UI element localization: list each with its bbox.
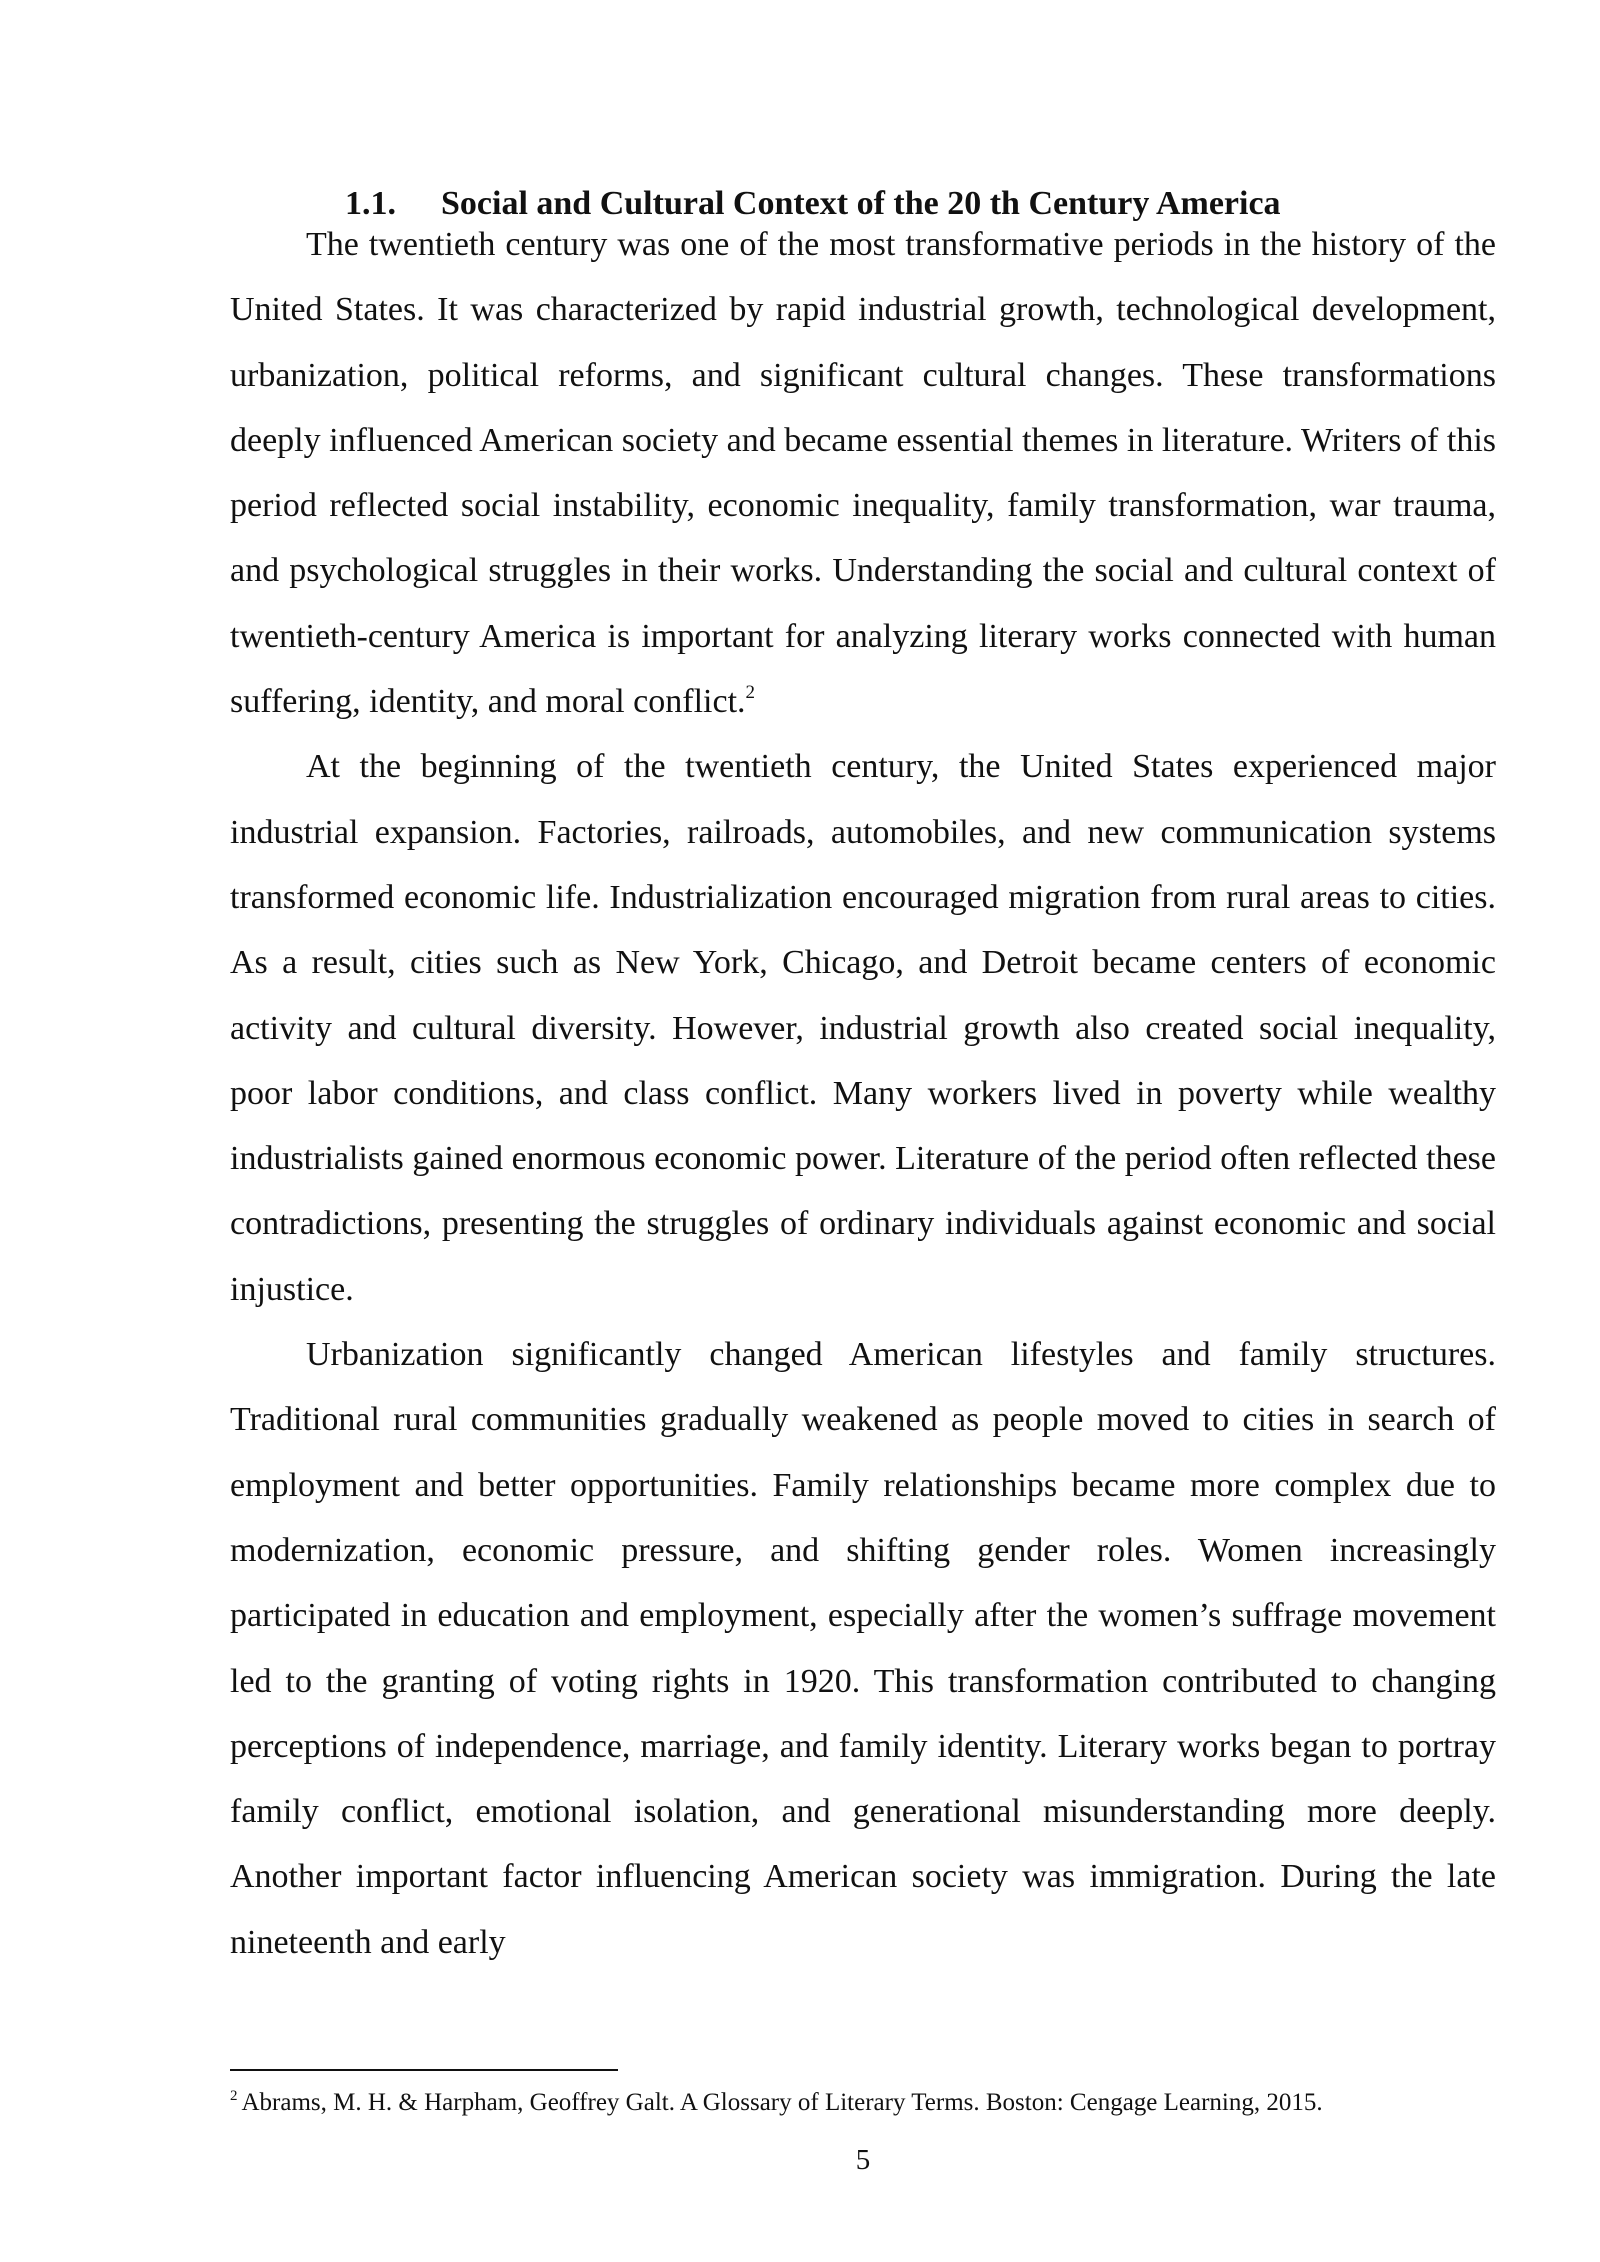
section-number: 1.1. — [345, 185, 396, 223]
paragraph-2-text: At the beginning of the twentieth century, the United States experienced major industrial expansion. Factories, railroads, automobiles, and new communication systems transformed economic life. Industrialization encouraged migration from rural areas to cities. As a result, cities such as New York, Chicago, and Detroit became centers of economic activity and cultural diversity. However, industrial growth also created social inequality, poor labor conditions, and class conflict. Many workers lived in poverty while wealthy industrialists gained enormous economic power. Literature of the period often reflected these contradictions, presenting the struggles of ordinary individuals against economic and social injustice. — [230, 748, 1496, 1308]
section-title: Social and Cultural Context of the 20 th Century America — [441, 185, 1281, 223]
paragraph-2 — [230, 734, 1496, 1322]
footnote-marker: 2 — [230, 2088, 238, 2104]
footnote-text: Abrams, M. H. & Harpham, Geoffrey Galt. A Glossary of Literary Terms. Boston: Cengage Learning, 2015. — [241, 2089, 1323, 2116]
footnote-separator — [230, 2069, 618, 2071]
paragraph-3 — [230, 1322, 1496, 1975]
page-number: 5 — [855, 2144, 871, 2176]
footnote — [230, 2086, 1323, 2120]
paragraph-1-text: The twentieth century was one of the most transformative periods in the history of the United States. It was characterized by rapid industrial growth, technological development, urbanization, political reforms, and significant cultural changes. These transformations deeply influenced American society and became essential themes in literature. Writers of this period reflected social instability, economic inequality, family transformation, war trauma, and psychological struggles in their works. Understanding the social and cultural context of twentieth-century America is important for analyzing literary works connected with human suffering, identity, and moral conflict. — [230, 226, 1496, 721]
footnote-reference[interactable]: 2 — [745, 682, 756, 704]
paragraph-1 — [230, 212, 1496, 734]
body-text — [230, 212, 1496, 1975]
paragraph-3-text: Urbanization significantly changed American lifestyles and family structures. Traditional rural communities gradually weakened as people moved to cities in search of employment and better opportunities. Family relationships became more complex due to modernization, economic pressure, and shifting gender roles. Women increasingly participated in education and employment, especially after the women’s suffrage movement led to the granting of voting rights in 1920. This transformation contributed to changing perceptions of independence, marriage, and family identity. Literary works began to portray family conflict, emotional isolation, and generational misunderstanding more deeply. Another important factor influencing American society was immigration. During the late nineteenth and early — [230, 1336, 1496, 1961]
